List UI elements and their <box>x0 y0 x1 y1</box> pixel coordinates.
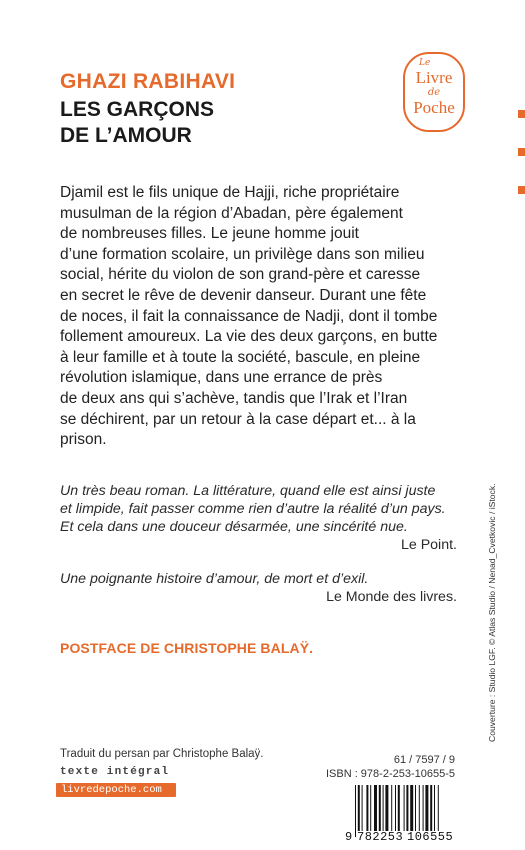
blurb-line: d’une formation scolaire, un privilège dans son milieu <box>60 245 425 263</box>
publisher-logo <box>403 52 465 132</box>
barcode-bar <box>419 785 420 831</box>
barcode-bar <box>434 785 435 831</box>
barcode-digits-left: 782253 <box>357 830 404 844</box>
blurb-line: de noces, il fait la connaissance de Nadji, dont il tombe <box>60 307 438 325</box>
barcode-bar <box>395 785 396 831</box>
blurb-line: de deux ans qui s’achève, tandis que l’Irak et l’Iran <box>60 389 408 407</box>
blurb-line: se déchirent, par un retour à la case départ et... à la <box>60 410 416 428</box>
translator-credit: Traduit du persan par Christophe Balaÿ. <box>60 748 264 760</box>
reference-number: 61 / 7597 / 9 <box>393 754 455 766</box>
blurb-line: Djamil est le fils unique de Hajji, riche propriétaire <box>60 184 400 201</box>
barcode-bar <box>385 785 388 831</box>
barcode-digit-prefix: 9 <box>345 830 353 844</box>
logo-livre: Livre <box>415 68 453 87</box>
barcode-bar <box>391 785 392 831</box>
website-link[interactable]: livredepoche.com <box>56 783 176 797</box>
color-mark <box>518 148 525 156</box>
barcode-bar <box>404 785 405 831</box>
barcode-bar <box>366 785 368 831</box>
book-title <box>60 97 214 149</box>
quote-line: Un très beau roman. La littérature, quand elle est ainsi juste <box>60 483 436 499</box>
press-quote-le-monde <box>60 570 368 588</box>
barcode-bar <box>423 785 424 831</box>
barcode-bar <box>355 785 356 837</box>
title-line-1: LES GARÇONS <box>60 98 215 121</box>
blurb-line: prison. <box>60 431 107 449</box>
barcode-bar <box>415 785 416 831</box>
edition-note: texte intégral <box>60 766 170 778</box>
blurb-line: social, hérite du violon de son grand-père et caresse <box>60 266 421 284</box>
quote-line: Une poignante histoire d’amour, de mort et d’exil. <box>60 571 369 587</box>
barcode-bar <box>362 785 363 831</box>
logo-de: de <box>427 87 441 98</box>
press-quote-le-point <box>60 482 446 537</box>
quote-source: Le Monde des livres. <box>326 589 457 605</box>
barcode-bar <box>410 785 413 831</box>
barcode-bar <box>379 785 381 831</box>
barcode <box>345 785 457 845</box>
barcode-digits-right: 106555 <box>407 830 454 844</box>
postface-note: POSTFACE DE CHRISTOPHE BALAŸ. <box>60 640 314 656</box>
quote-source: Le Point. <box>400 537 457 553</box>
blurb-line: musulman de la région d’Abadan, père également <box>60 204 403 222</box>
blurb-line: follement amoureux. La vie des deux garçons, en butte <box>60 328 438 346</box>
barcode-bar <box>430 785 432 831</box>
barcode-bar <box>370 785 371 831</box>
barcode-bar <box>425 785 428 831</box>
barcode-bar <box>383 785 384 831</box>
blurb-text <box>60 183 437 451</box>
blurb-line: révolution islamique, dans une errance de près <box>60 369 383 387</box>
title-line-2: DE L’AMOUR <box>60 124 192 147</box>
blurb-line: à leur famille et à toute la société, bascule, en pleine <box>60 348 421 366</box>
color-mark <box>518 186 525 194</box>
quote-line: et limpide, fait passer comme rien d’autre la réalité d’un pays. <box>60 501 446 518</box>
author-name: GHAZI RABIHAVI <box>60 70 236 93</box>
logo-le: Le <box>419 58 431 68</box>
blurb-line: de nombreuses filles. Le jeune homme jouit <box>60 225 359 243</box>
cover-credit: Couverture : Studio LGF. © Atlas Studio / Nenad_Cvetkovic / iStock. <box>487 483 497 742</box>
isbn-number: ISBN : 978-2-253-10655-5 <box>325 768 455 780</box>
color-mark <box>518 110 525 118</box>
quote-line: Et cela dans une douceur désarmée, une sincérité nue. <box>60 519 408 536</box>
barcode-bar <box>406 785 408 831</box>
logo-poche: Poche <box>413 98 455 117</box>
blurb-line: en secret le rêve de devenir danseur. Durant une fête <box>60 286 427 304</box>
barcode-bar <box>374 785 377 831</box>
printer-marks <box>515 110 525 230</box>
